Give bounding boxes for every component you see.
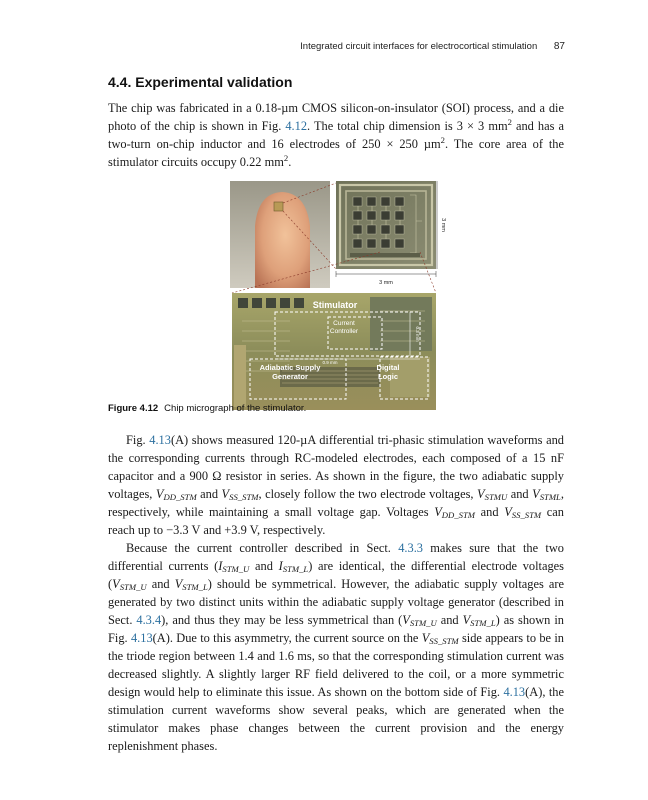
digital-logic-label-line1: Digital <box>376 363 400 372</box>
section-ref-link[interactable]: 4.3.4 <box>136 613 162 627</box>
chip-on-finger <box>274 202 283 211</box>
figure-ref-link[interactable]: 4.13 <box>130 631 153 645</box>
digital-logic-label-line2: Logic <box>378 372 398 381</box>
paragraph-2: Fig. 4.13(A) shows measured 120-µA differential tri-phasic stimulation waveforms and the corresponding currents through RC-modeled electrodes, each composed of a 15 nF capacitor and a 900 Ω resistor in series. As shown in the figure, the two adiabatic supply voltages, $V_{DD\_STM}$ and $V_{SS\_STM}$, closely follow the two electrode voltages, $V_{STMU}$ and $V_{STML}$, respectively, while maintaining a small voltage gap. Voltages $V_{DD\_STM}$ and $V_{SS\_STM}$ can reach up to −3.3 V and +3.9 V, respectively. <box>108 433 564 537</box>
figure-caption-text: Chip micrograph of the stimulator. <box>164 403 307 414</box>
current-controller-label-line1: Current <box>333 320 355 327</box>
paragraph-3: Because the current controller described in Sect. 4.3.3 makes sure that the two differential currents ($I_{STM\_U}$ and $I_{STM\_L}$) are identical, the differential electrode voltages ($V_{STM\_U}$ and $V_{STM\_L}$) should be symmetrical. However, the adiabatic supply voltages are generated by two distinct units within the adiabatic supply voltage generator (described in Sect. 4.3.4), and thus they may be less symmetrical than ($V_{STM\_U}$ and $V_{STM\_L}$) as shown in Fig. 4.13(A). Due to this asymmetry, the current source on the $V_{SS\_STM}$ side appears to be in the triode region between 1.4 and 1.6 ms, so that the corresponding stimulation current was decreased slightly. A slightly larger RF field delivered to the coil, or a more symmetric design would help to eliminate this issue. As shown on the bottom side of Fig. 4.13(A), the stimulation current waveforms show several peaks, which are generated when the stimulator makes phase changes between the current provision and the energy replenishment phases. <box>108 541 564 753</box>
running-header <box>300 41 565 52</box>
page-number: 87 <box>553 41 565 52</box>
figure-caption <box>108 403 306 414</box>
paragraph-1: The chip was fabricated in a 0.18-µm CMOS silicon-on-insulator (SOI) process, and a die photo of the chip is shown in Fig. 4.12. The total chip dimension is 3 × 3 $mm^2$ and has a two-turn on-chip inductor and 16 electrodes of 250 × 250 µm$^2$. The core area of the stimulator circuits occupy 0.22 $mm^2$. <box>108 101 564 169</box>
current-controller-label-line2: Controller <box>329 328 359 335</box>
die-height-label: 3 mm <box>440 218 446 232</box>
chip-micrograph-figure <box>230 181 446 411</box>
figure-caption-label: Figure 4.12 <box>108 403 159 414</box>
core-height-dimension: 0.3 mm <box>415 326 420 342</box>
section-ref-link[interactable]: 4.3.3 <box>398 541 423 555</box>
die-photo <box>336 181 436 269</box>
core-width-dimension: 0.9 mm <box>322 360 338 365</box>
section-title: 4.4. Experimental validation <box>108 74 293 90</box>
adiabatic-supply-label-line2: Generator <box>272 372 308 381</box>
stimulator-label: Stimulator <box>312 300 358 310</box>
running-title: Integrated circuit interfaces for electrocortical stimulation <box>300 41 538 52</box>
adiabatic-supply-label-line1: Adiabatic Supply <box>259 363 321 372</box>
chip-micrograph-image <box>230 181 446 411</box>
stimulator-core-micrograph <box>232 293 436 410</box>
finger-photo <box>230 181 336 288</box>
die-width-label: 3 mm <box>379 280 393 286</box>
figure-ref-link[interactable]: 4.13 <box>149 433 171 447</box>
figure-ref-link[interactable]: 4.12 <box>285 119 308 133</box>
figure-ref-link[interactable]: 4.13 <box>503 685 526 699</box>
